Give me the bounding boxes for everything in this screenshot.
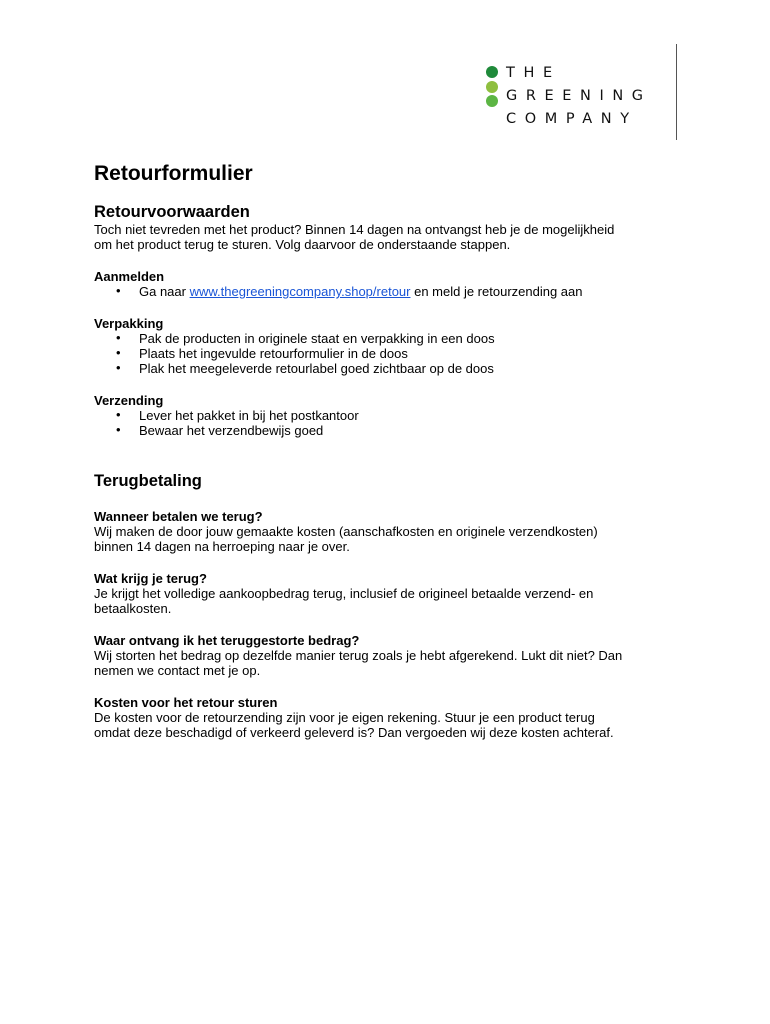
refund-section bbox=[94, 571, 694, 616]
section-verpakking bbox=[94, 316, 694, 376]
answer-line: Wij storten het bedrag op dezelfde manier terug zoals je hebt afgerekend. Lukt dit niet? Dan bbox=[94, 648, 623, 663]
list-item bbox=[94, 284, 694, 299]
refund-heading: Terugbetaling bbox=[94, 472, 202, 490]
logo-text-the: THE bbox=[506, 65, 561, 81]
answer-line: Je krijgt het volledige aankoopbedrag terug, inclusief de origineel betaalde verzend- en bbox=[94, 586, 594, 601]
refund-section bbox=[94, 695, 694, 740]
logo-text-company: COMPANY bbox=[506, 111, 638, 127]
refund-answer bbox=[94, 648, 694, 678]
aanmelden-suffix: en meld je retourzending aan bbox=[410, 284, 583, 299]
refund-question: Wat krijg je terug? bbox=[94, 571, 207, 586]
document-body bbox=[94, 160, 694, 740]
refund-section bbox=[94, 633, 694, 678]
list-item: • Lever het pakket in bij het postkantoor bbox=[94, 408, 694, 423]
answer-line: nemen we contact met je op. bbox=[94, 663, 261, 678]
aanmelden-heading: Aanmelden bbox=[94, 269, 165, 284]
section-verzending bbox=[94, 393, 694, 438]
refund-answer bbox=[94, 524, 694, 554]
refund-answer bbox=[94, 710, 694, 740]
logo-text-greening: GREENING bbox=[506, 88, 652, 104]
list-item: • Pak de producten in originele staat en verpakking in een doos bbox=[94, 331, 694, 346]
list-item: • Plak het meegeleverde retourlabel goed zichtbaar op de doos bbox=[94, 361, 694, 376]
verzending-heading: Verzending bbox=[94, 393, 164, 408]
conditions-intro bbox=[94, 222, 694, 252]
intro-line-2: om het product terug te sturen. Volg daarvoor de onderstaande stappen. bbox=[94, 237, 511, 252]
logo-dot-mid bbox=[486, 95, 498, 107]
refund-section bbox=[94, 509, 694, 554]
page-title: Retourformulier bbox=[94, 162, 253, 185]
verpakking-heading: Verpakking bbox=[94, 316, 164, 331]
aanmelden-prefix: Ga naar bbox=[139, 284, 190, 299]
intro-line-1: Toch niet tevreden met het product? Binnen 14 dagen na ontvangst heb je de mogelijkheid bbox=[94, 222, 615, 237]
retour-link[interactable]: www.thegreeningcompany.shop/retour bbox=[189, 284, 411, 299]
logo-dot-light bbox=[486, 81, 498, 93]
company-logo bbox=[484, 64, 664, 128]
answer-line: omdat deze beschadigd of verkeerd geleverd is? Dan vergoeden wij deze kosten achteraf. bbox=[94, 725, 614, 740]
answer-line: Wij maken de door jouw gemaakte kosten (aanschafkosten en originele verzendkosten) bbox=[94, 524, 598, 539]
answer-line: binnen 14 dagen na herroeping naar je over. bbox=[94, 539, 350, 554]
aanmelden-list bbox=[94, 284, 694, 299]
list-item: • Bewaar het verzendbewijs goed bbox=[94, 423, 694, 438]
section-aanmelden bbox=[94, 269, 694, 299]
conditions-heading: Retourvoorwaarden bbox=[94, 203, 250, 221]
list-item: • Plaats het ingevulde retourformulier in de doos bbox=[94, 346, 694, 361]
refund-answer bbox=[94, 586, 694, 616]
answer-line: De kosten voor de retourzending zijn voor je eigen rekening. Stuur je een product terug bbox=[94, 710, 595, 725]
refund-question: Kosten voor het retour sturen bbox=[94, 695, 278, 710]
refund-question: Wanneer betalen we terug? bbox=[94, 509, 263, 524]
header-divider bbox=[676, 44, 677, 140]
answer-line: betaalkosten. bbox=[94, 601, 172, 616]
verzending-list bbox=[94, 408, 694, 438]
verpakking-list bbox=[94, 331, 694, 376]
refund-question: Waar ontvang ik het teruggestorte bedrag? bbox=[94, 633, 360, 648]
logo-dot-dark bbox=[486, 66, 498, 78]
